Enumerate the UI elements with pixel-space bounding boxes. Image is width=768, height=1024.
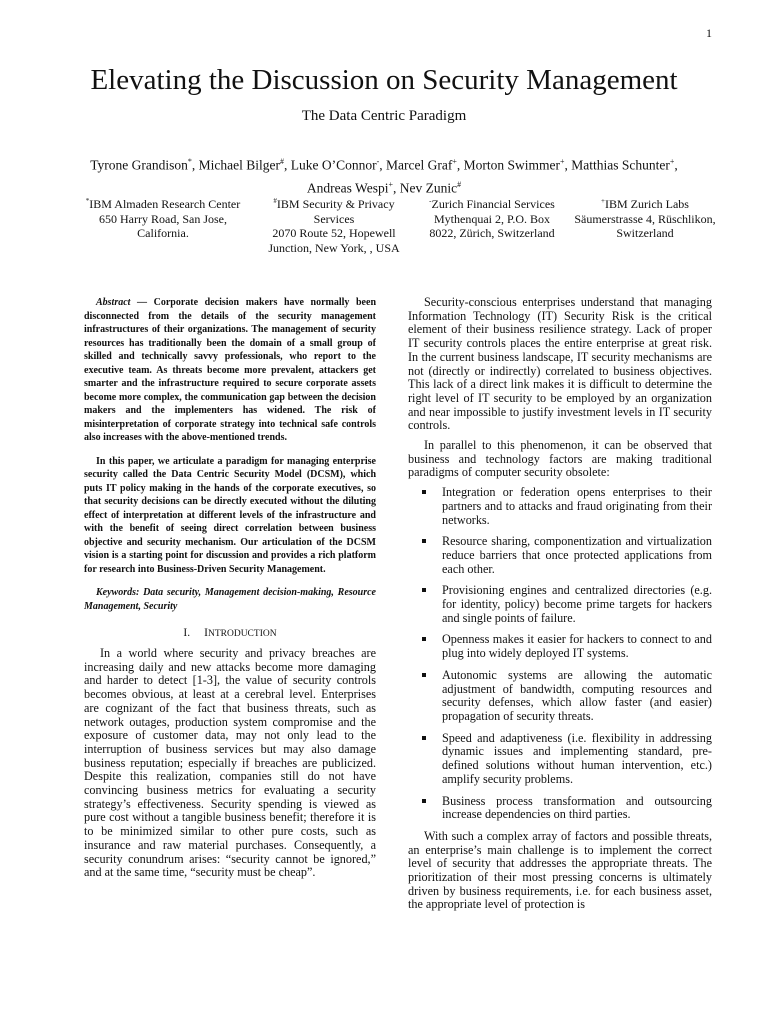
list-item-text: Integration or federation opens enterprises to their partners and to attacks and fraud originating from their networks. bbox=[442, 485, 712, 527]
affiliation-address: Säumerstrasse 4, Rüschlikon, Switzerland bbox=[574, 211, 716, 240]
author-name: Michael Bilger bbox=[198, 157, 280, 173]
affiliation-org: IBM Almaden Research Center bbox=[89, 197, 241, 211]
list-item-text: Business process transformation and outsourcing increase dependencies on third parties. bbox=[442, 793, 712, 822]
keywords-text: Data security, Management decision-making, Resource Management, Security bbox=[84, 587, 376, 612]
list-item bbox=[408, 633, 712, 660]
body-paragraph: In parallel to this phenomenon, it can be observed that business and technology factors are making traditional paradigms of computer security obsolete: bbox=[408, 438, 712, 480]
author-mark: * bbox=[187, 157, 192, 166]
author-mark: + bbox=[560, 157, 565, 166]
author-name: Nev Zunic bbox=[399, 180, 458, 195]
list-item-text: Resource sharing, componentization and virtualization reduce barriers that once protected applications from each other. bbox=[442, 534, 712, 576]
author-mark: + bbox=[388, 179, 393, 189]
list-item bbox=[408, 795, 712, 822]
list-item-text: Speed and adaptiveness (i.e. flexibility in addressing dynamic issues and implementing standard, pre-defined solutions without human intervention, etc.) amplify security problems. bbox=[442, 730, 712, 786]
affiliation-org: Zurich Financial Services bbox=[431, 197, 555, 211]
affiliation-list bbox=[80, 194, 720, 255]
author-mark: + bbox=[669, 157, 675, 166]
list-item bbox=[408, 535, 712, 576]
keywords-label: Keywords: bbox=[96, 587, 140, 598]
section-heading-introduction bbox=[84, 627, 376, 639]
section-heading-initial: I bbox=[204, 627, 208, 639]
abstract-text: Corporate decision makers have normally been disconnected from the details of the security management infrastructures of their organizations. The management of security resources has traditionally been the domain of a small group of skilled and technically savvy professionals, who report to the executive team. As threats become more prevalent, attackers get smarter and the infrastructure required to secure corporate assets become more complex, the communication gap between the decision makers and the implementers has widened. The risk of misinterpretation of corporate strategy into technical safe controls also increases with the above-mentioned trends. bbox=[84, 297, 376, 443]
author-mark: # bbox=[457, 179, 462, 189]
square-bullet-icon bbox=[422, 673, 426, 677]
affiliation-mark: * bbox=[85, 197, 90, 205]
affiliation-org: IBM Security & Privacy Services bbox=[276, 197, 395, 226]
affiliation-address: Mythenquai 2, P.O. Box 8022, Zürich, Switzerland bbox=[429, 211, 555, 240]
author-name: Tyrone Grandison bbox=[90, 157, 188, 173]
affiliation-zurich-financial bbox=[422, 194, 562, 255]
author-name: Morton Swimmer bbox=[463, 157, 561, 173]
square-bullet-icon bbox=[422, 637, 426, 641]
author-name: Marcel Graf bbox=[386, 157, 453, 173]
abstract bbox=[84, 296, 376, 445]
author-list bbox=[40, 152, 728, 197]
author-separator: , bbox=[392, 180, 400, 195]
list-item bbox=[408, 669, 712, 724]
square-bullet-icon bbox=[422, 539, 426, 543]
abstract-paragraph-2: In this paper, we articulate a paradigm for managing enterprise security called the Data Centric Security Model (DCSM), which puts IT policy making in the hands of the corporate executives, so that security decisions can be directly executed without the diluting effect of interpretation at different levels of the infrastructure and with the benefit of seeing direct correlation between business objective and security mechanism. Our articulation of the DCSM vision is a starting point for discussion and provides a rich platform for research into Business-Driven Security Management. bbox=[84, 455, 376, 575]
list-item bbox=[408, 584, 712, 625]
affiliation-almaden bbox=[80, 194, 246, 255]
paper-subtitle: The Data Centric Paradigm bbox=[301, 108, 467, 124]
square-bullet-icon bbox=[422, 799, 426, 803]
affiliation-org: IBM Zurich Labs bbox=[604, 197, 689, 211]
author-mark: + bbox=[452, 157, 457, 166]
section-heading-rest: NTRODUCTION bbox=[207, 629, 277, 639]
right-column bbox=[408, 296, 712, 1016]
affiliation-zurich-labs bbox=[570, 194, 720, 255]
author-mark: # bbox=[280, 157, 284, 166]
paper-title: Elevating the Discussion on Security Management bbox=[90, 64, 678, 96]
body-paragraph: Security-conscious enterprises understand that managing Information Technology (IT) Security Risk is the critical element of their business resilience strategy. Lack of proper IT security controls places the entire enterprise at great risk. In the current business landscape, IT security mechanisms are not (directly or indirectly) correlated to business objectives. This lack of a direct link makes it is difficult to determine the right level of IT security to be employed by an organization and near impossible to justify investment levels in IT security controls. bbox=[408, 296, 712, 433]
author-separator: , bbox=[564, 157, 572, 173]
author-separator: , bbox=[674, 157, 678, 173]
section-numeral: I. bbox=[183, 627, 191, 639]
affiliation-mark: + bbox=[601, 197, 605, 205]
square-bullet-icon bbox=[422, 490, 426, 494]
square-bullet-icon bbox=[422, 736, 426, 740]
affiliation-ibm-security bbox=[254, 194, 414, 255]
list-item-text: Autonomic systems are allowing the automatic adjustment of bandwidth, computing resources and security defenses, which allow faster (and easier) propagation of security threats. bbox=[442, 667, 712, 723]
author-separator: , bbox=[191, 157, 199, 173]
affiliation-mark: # bbox=[273, 197, 277, 205]
square-bullet-icon bbox=[422, 588, 426, 592]
list-item bbox=[408, 732, 712, 787]
keywords bbox=[84, 586, 376, 613]
body-paragraph: With such a complex array of factors and possible threats, an enterprise’s main challenge is to implement the correct level of security that addresses the appropriate threats. The prioritization of their most pressing concerns is ultimately driven by business requirements, i.e. for each business asset, the appropriate level of protection is bbox=[408, 828, 712, 912]
author-mark: - bbox=[376, 157, 380, 166]
affiliation-address: 2070 Route 52, Hopewell Junction, New York, , USA bbox=[268, 226, 400, 255]
author-separator: , bbox=[456, 157, 464, 173]
affiliation-address: 650 Harry Road, San Jose, California. bbox=[99, 211, 227, 240]
bullet-list bbox=[408, 486, 712, 822]
affiliation-mark: - bbox=[429, 197, 432, 205]
page-number: 1 bbox=[706, 26, 712, 40]
list-item bbox=[408, 486, 712, 527]
author-separator: , bbox=[284, 157, 291, 173]
author-name: Matthias Schunter bbox=[571, 157, 670, 173]
body-paragraph: In a world where security and privacy breaches are increasing daily and new attacks become more damaging and harder to detect [1-3], the value of security controls becomes obvious, at least at a cerebral level. Enterprises are cognizant of the fact that business threats, such as network outages, production system compromise and the exposure of customer data, may not only lead to the interruption of business services but may also damage business reputation; especially if breaches are publicized. Despite this realization, companies still do not have convincing business metrics for evaluating a security strategy’s effectiveness. Security spending is viewed as pure cost without a tangible business benefit; therefore it is to be minimized similar to other pure costs, such as insurance and raw material purchases. Consequently, a security conundrum arises: “security cannot be ignored,” and at the same time, “security must be cheap”. bbox=[84, 646, 376, 880]
author-name: Andreas Wespi bbox=[306, 180, 389, 195]
list-item-text: Provisioning engines and centralized directories (e.g. for identity, policy) become prime targets for hackers and single points of failure. bbox=[442, 583, 712, 625]
author-separator: , bbox=[379, 157, 387, 173]
left-column bbox=[84, 296, 376, 1016]
list-item-text: Openness makes it easier for hackers to connect to and plug into widely deployed IT systems. bbox=[442, 632, 712, 661]
abstract-label: Abstract bbox=[96, 297, 131, 308]
author-name: Luke O’Connor bbox=[290, 157, 377, 173]
abstract-dash: — bbox=[130, 297, 154, 308]
